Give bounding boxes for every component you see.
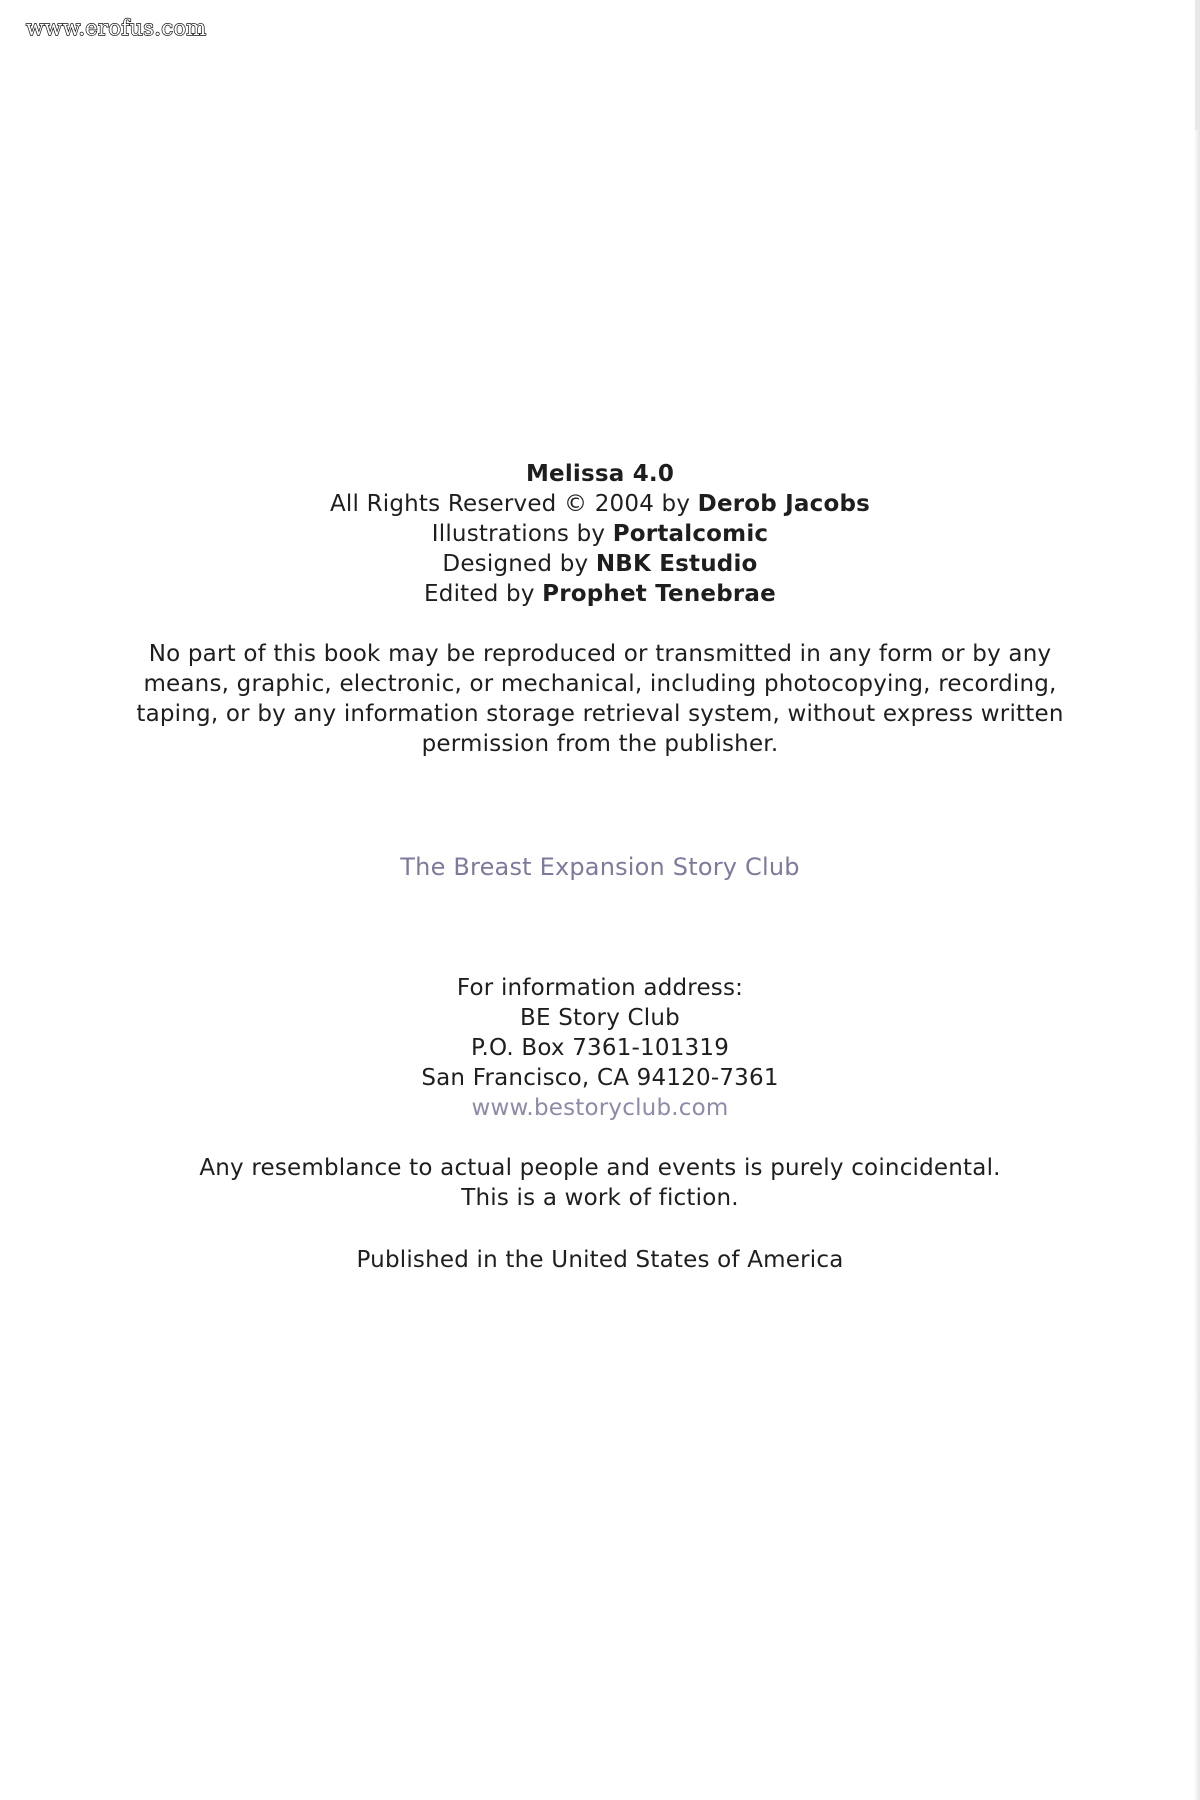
page-edge-top (1195, 0, 1200, 130)
illustrator-name: Portalcomic (612, 521, 769, 547)
address-po-box: P.O. Box 7361-101319 (470, 1035, 730, 1061)
website-link[interactable]: www.bestoryclub.com (471, 1095, 729, 1121)
rights-line (0, 489, 1200, 519)
legal-line: No part of this book may be reproduced or transmitted in any form or by any (148, 641, 1052, 667)
author-name: Derob Jacobs (697, 491, 871, 517)
watermark-text: www.erofus.com (26, 16, 207, 40)
disclaimer-block (0, 1153, 1200, 1213)
legal-line: permission from the publisher. (421, 731, 779, 757)
published-block (0, 1245, 1200, 1275)
book-title: Melissa 4.0 (525, 461, 675, 487)
address-heading: For information address: (456, 975, 744, 1001)
editor-line (0, 579, 1200, 609)
illustrations-line (0, 519, 1200, 549)
address-block (0, 973, 1200, 1123)
disclaimer-line: This is a work of fiction. (461, 1185, 739, 1211)
design-line (0, 549, 1200, 579)
address-name: BE Story Club (520, 1005, 680, 1031)
disclaimer-line: Any resemblance to actual people and events is purely coincidental. (199, 1155, 1001, 1181)
illustrations-prefix: Illustrations by (431, 521, 613, 547)
address-city: San Francisco, CA 94120-7361 (421, 1065, 779, 1091)
rights-prefix: All Rights Reserved © 2004 by (329, 491, 698, 517)
designer-name: NBK Estudio (595, 551, 758, 577)
legal-line: means, graphic, electronic, or mechanical, including photocopying, recording, (143, 671, 1057, 697)
published-line: Published in the United States of America (356, 1247, 844, 1273)
legal-line: taping, or by any information storage retrieval system, without express written (136, 701, 1064, 727)
legal-notice (0, 639, 1200, 759)
copyright-page (0, 459, 1200, 1275)
editor-name: Prophet Tenebrae (542, 581, 776, 607)
design-prefix: Designed by (442, 551, 596, 577)
credits-block (0, 459, 1200, 609)
edit-prefix: Edited by (424, 581, 543, 607)
publisher-name: The Breast Expansion Story Club (400, 853, 800, 881)
